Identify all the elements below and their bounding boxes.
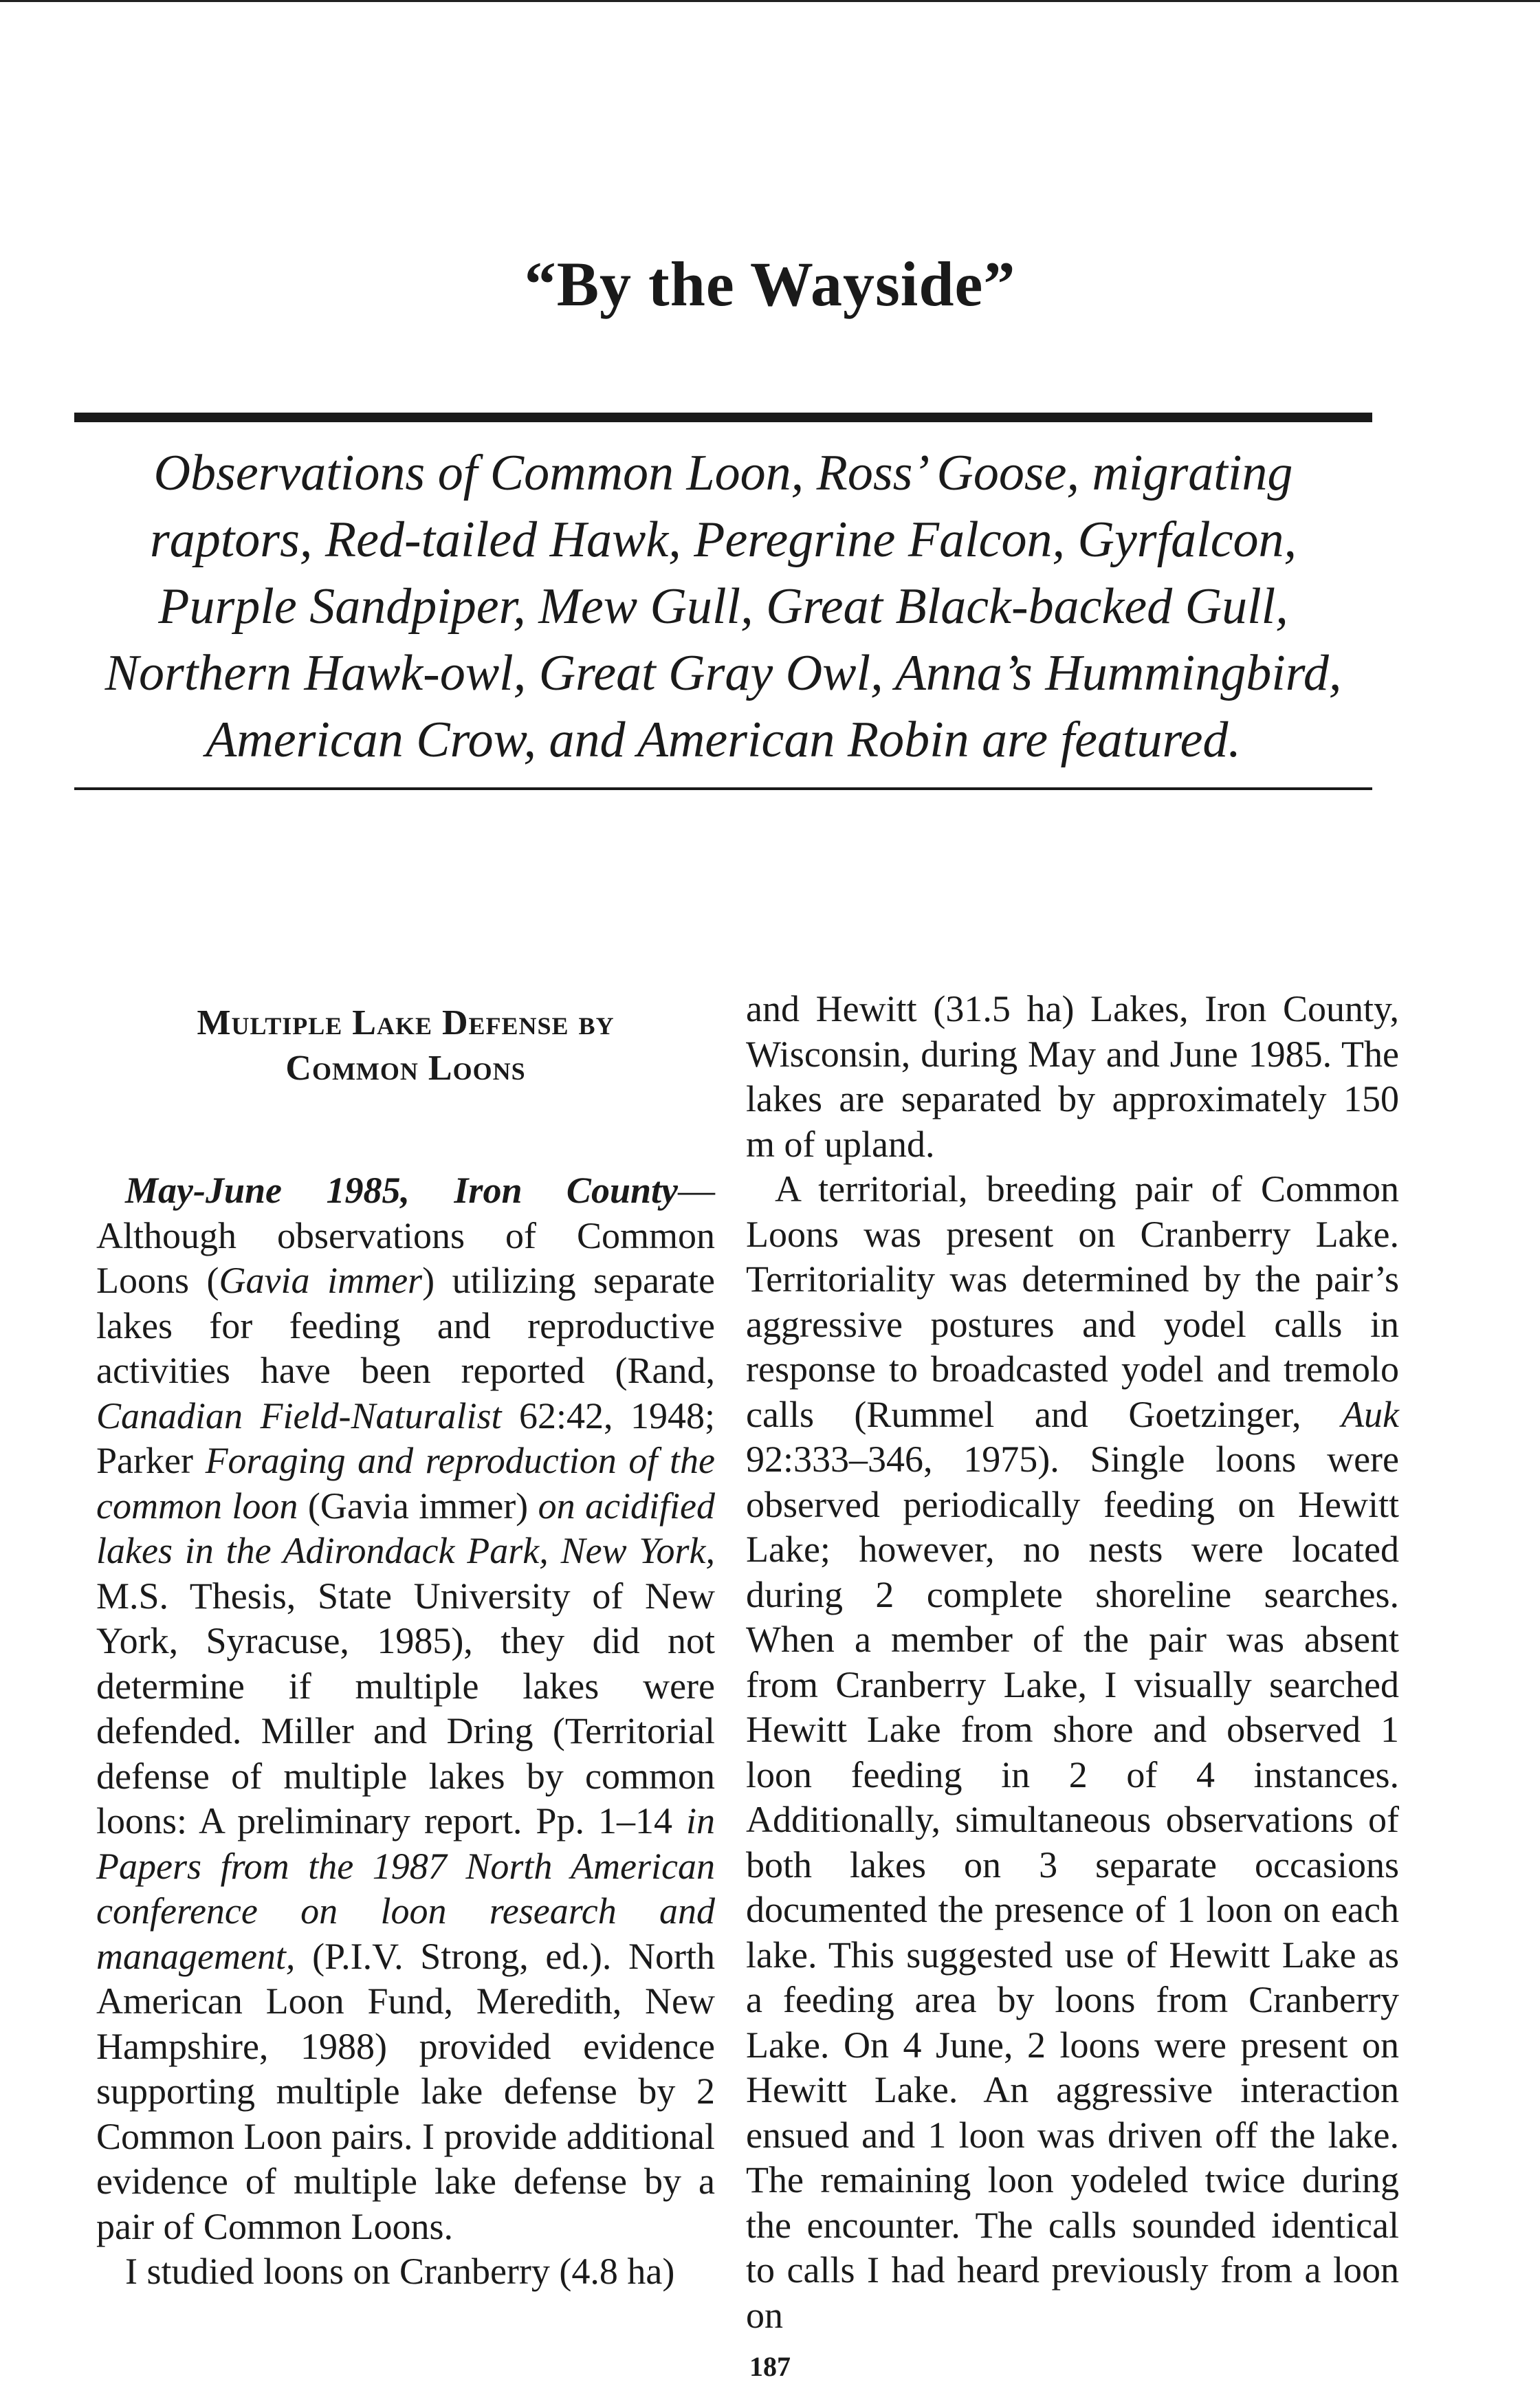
- summary-line: Purple Sandpiper, Mew Gull, Great Black-backed Gull,: [158, 578, 1288, 635]
- summary-line: Observations of Common Loon, Ross’ Goose, migrating: [153, 445, 1293, 501]
- text-run: M.S. Thesis, State University of New York, Syracuse, 1985), they did not determine if multiple lakes were defended. Miller and Dring (Territorial defense of multiple lakes by common loons: A preliminary report. Pp. 1–14: [96, 1575, 715, 1842]
- article-heading: [96, 1001, 715, 1091]
- title-rule-thick: [74, 413, 1372, 422]
- paragraph-territory: [746, 1167, 1399, 2338]
- feature-summary: [74, 440, 1372, 774]
- text-run: —Although observations of Common Loons (: [96, 1170, 715, 1301]
- page-number: 187: [749, 2351, 791, 2382]
- text-run: (P.I.V. Strong, ed.). North American Loon Fund, Meredith, New Hampshire, 1988) provided evidence supporting multiple lake defense by 2 Common Loon pairs. I provide additional evidence of multiple lake defense by a pair of Common Loons.: [96, 1935, 715, 2247]
- page-title: “By the Wayside”: [524, 249, 1016, 319]
- thesis-title: Foraging and reproduction of the common loon: [96, 1440, 715, 1527]
- species-name: Gavia immer: [219, 1260, 423, 1301]
- text-run: ) utilizing separate lakes for feeding and reproductive activities have been reported (Rand,: [96, 1260, 716, 1391]
- text-run: (Gavia immer): [298, 1485, 538, 1527]
- dateline: May-June 1985, Iron County: [125, 1170, 678, 1211]
- journal-title: Auk: [1341, 1393, 1399, 1435]
- text-run: and Hewitt (31.5 ha) Lakes, Iron County, Wisconsin, during May and June 1985. The lakes are separated by approximately 150 m of upland.: [746, 988, 1399, 1165]
- paragraph-study-site: [96, 2249, 715, 2295]
- right-column: [746, 987, 1399, 2338]
- journal-title: Canadian Field-Naturalist: [96, 1395, 502, 1436]
- proceedings-title: in Papers from the 1987 North American conference on loon research and management,: [96, 1800, 715, 1977]
- thesis-title-cont: on acidified lakes in the Adirondack Park, New York,: [96, 1485, 716, 1571]
- text-run: 62:42, 1948; Parker: [96, 1395, 715, 1481]
- summary-line: raptors, Red-tailed Hawk, Peregrine Falcon, Gyrfalcon,: [149, 512, 1297, 568]
- text-run: I studied loons on Cranberry (4.8 ha): [125, 2251, 675, 2292]
- summary-line: Northern Hawk-owl, Great Gray Owl, Anna’s Hummingbird,: [104, 645, 1342, 701]
- article-heading-line: Common Loons: [285, 1049, 526, 1088]
- text-run: 92:333–346, 1975). Single loons were observed periodically feeding on Hewitt Lake; however, no nests were located during 2 complete shoreline searches. When a member of the pair was absent from Cranberry Lake, I visually searched Hewitt Lake from shore and observed 1 loon feeding in 2 of 4 instances. Additionally, simultaneous observations of both lakes on 3 separate occasions documented the presence of 1 loon on each lake. This suggested use of Hewitt Lake as a feeding area by loons from Cranberry Lake. On 4 June, 2 loons were present on Hewitt Lake. An aggressive interaction ensued and 1 loon was driven off the lake. The remaining loon yodeled twice during the encounter. The calls sounded identical to calls I had heard previously from a loon on: [746, 1439, 1399, 2336]
- article-heading-line: Multiple Lake Defense by: [197, 1003, 615, 1042]
- paragraph-intro: [96, 1168, 715, 2249]
- summary-line: American Crow, and American Robin are featured.: [206, 712, 1241, 768]
- text-run: A territorial, breeding pair of Common Loons was present on Cranberry Lake. Territoriality was determined by the pair’s aggressive postures and yodel calls in response to broadcasted yodel and tremolo calls (Rummel and Goetzinger,: [746, 1168, 1399, 1435]
- top-border-rule: [0, 0, 1540, 2]
- summary-rule-thin: [74, 787, 1372, 790]
- left-column: [96, 987, 715, 2295]
- paragraph-study-site-continued: [746, 987, 1399, 1167]
